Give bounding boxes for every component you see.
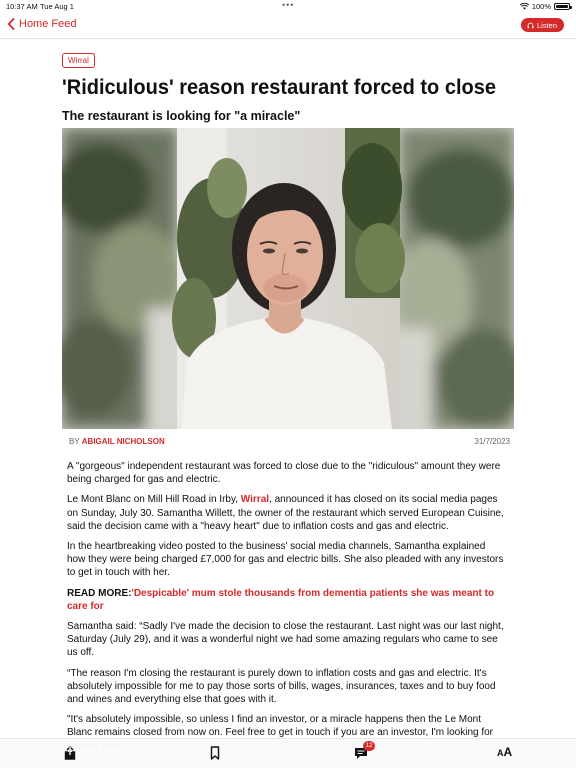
paragraph-3: In the heartbreaking video posted to the business' social media channels, Samantha explained how they were being charged £7,000 for gas and electric bills. She also pleaded with any investors to get in touch with her.	[67, 541, 504, 579]
listen-button[interactable]	[521, 18, 564, 32]
multitasking-dots[interactable]: •••	[282, 0, 295, 10]
article-headline: 'Ridiculous' reason restaurant forced to close	[62, 75, 496, 99]
paragraph-1: A "gorgeous" independent restaurant was forced to close due to the "ridiculous" amount they were being charged for gas and electric.	[67, 461, 501, 486]
headphones-icon	[527, 22, 534, 29]
paragraph-2-text-a: Le Mont Blanc on Mill Hill Road in Irby,	[67, 494, 241, 506]
read-more-link[interactable]: 'Despicable' mum stole thousands from dementia patients she was meant to care for	[67, 587, 495, 612]
hero-image-illustration	[62, 128, 514, 429]
article-header	[62, 50, 514, 123]
text-size-big-a: A	[503, 745, 513, 759]
wifi-icon	[520, 3, 529, 10]
article-body	[67, 460, 505, 760]
chevron-left-icon	[7, 18, 15, 30]
category-badge[interactable]: Wirral	[62, 53, 95, 68]
navigation-bar	[0, 12, 576, 39]
read-more	[67, 587, 505, 613]
text-size-small-a: A	[497, 748, 504, 758]
read-more-label: READ MORE:	[67, 587, 132, 599]
back-button[interactable]	[7, 18, 76, 30]
comment-count-badge: 12	[363, 741, 375, 751]
publish-date: 31/7/2023	[474, 437, 510, 446]
bookmark-button[interactable]	[210, 746, 220, 765]
paragraph-6: "It's absolutely impossible, so unless I find an investor, or a miracle happens then the Le Mont Blanc remains closed from now on. Feel free to get in touch if you are an investor, I'm looking for	[67, 714, 494, 739]
paragraph-5: “The reason I'm closing the restaurant is purely down to inflation costs and gas and electric. It's absolutely impossible for me to pay those sorts of bills, wages, insurances, taxes and to buy food and wines and everything else that goes with it.	[67, 667, 496, 706]
byline	[69, 437, 510, 446]
paragraph-4: Samantha said: “Sadly I've made the decision to close the restaurant. Last night was our last night, Saturday (July 29), and it was a wonderful night we had some amazing regulars who came to see us off.	[67, 621, 504, 659]
battery-percent: 100%	[531, 2, 551, 11]
text-size-button[interactable]	[497, 745, 512, 759]
bottom-toolbar	[0, 738, 576, 768]
status-time: 10:37 AM	[6, 2, 38, 11]
share-icon	[64, 746, 76, 760]
author-link[interactable]: ABIGAIL NICHOLSON	[81, 437, 165, 446]
bookmark-icon	[210, 746, 220, 760]
back-button-label: Home Feed	[19, 18, 77, 30]
status-date: Tue Aug 1	[40, 2, 74, 11]
status-bar	[0, 0, 576, 12]
listen-button-label: Listen	[536, 20, 557, 30]
byline-prefix: BY	[69, 437, 80, 446]
status-indicators	[520, 2, 570, 11]
paragraph-2	[67, 493, 505, 533]
paragraph-2-text-b: , announced it has closed on its social media pages on Sunday, July 30. Samantha Willett, the owner of the restaurant which served European Cuisine, said the decision came with a "heavy heart" due to inflation costs and gas and electric.	[67, 494, 504, 532]
share-button[interactable]	[64, 746, 76, 765]
battery-icon	[554, 3, 570, 10]
hero-video-still[interactable]	[62, 128, 514, 429]
article-subheadline: The restaurant is looking for "a miracle"	[62, 109, 301, 123]
wirral-link[interactable]: Wirral	[240, 494, 270, 506]
